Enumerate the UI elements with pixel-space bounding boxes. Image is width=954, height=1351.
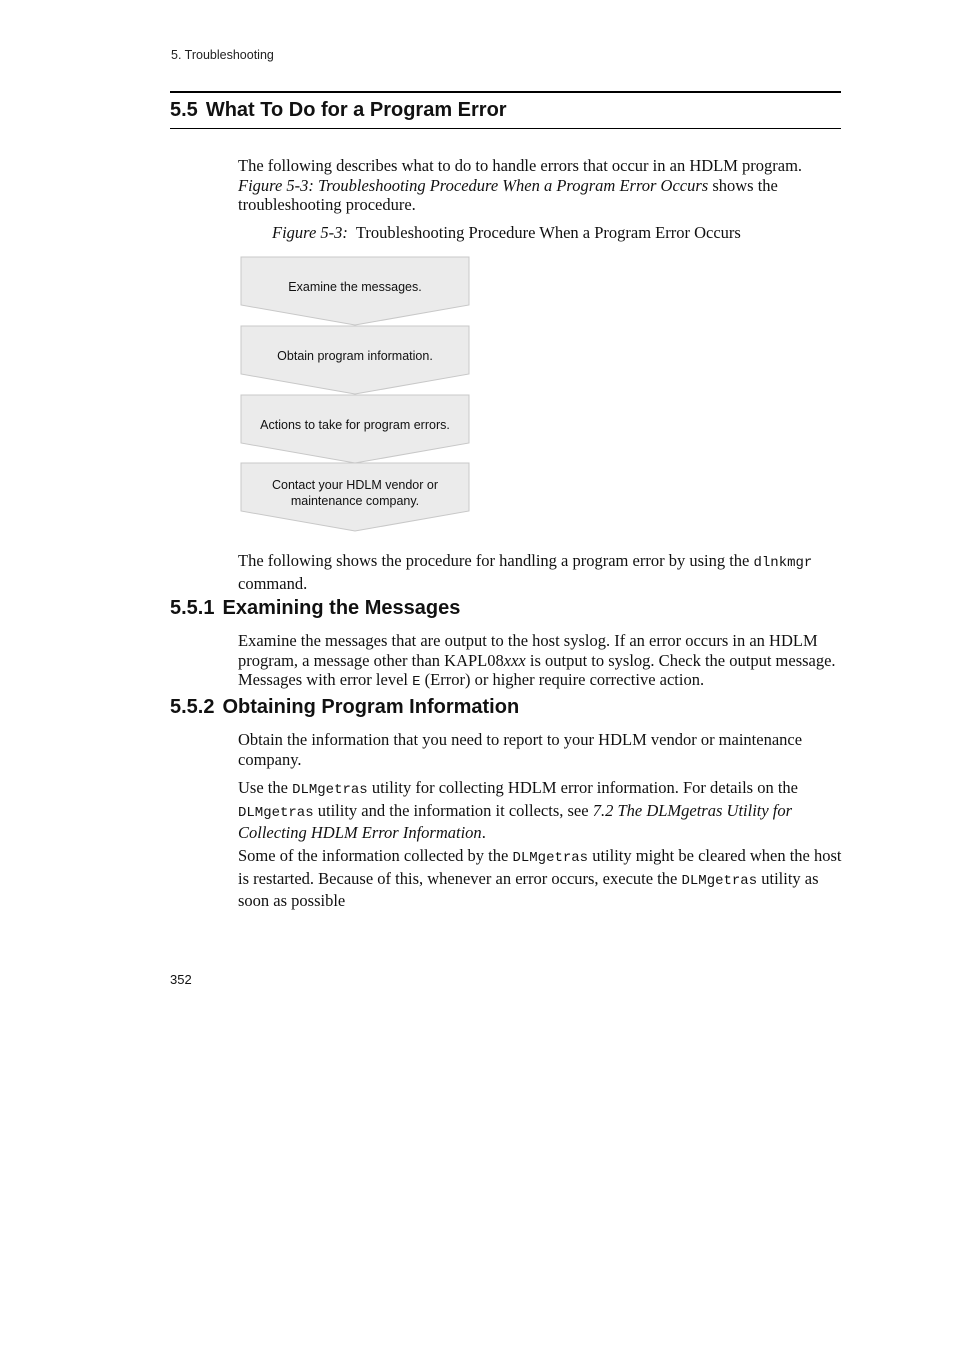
- flow-step-examine-messages: [240, 256, 470, 326]
- intro-text-end: shows the troubleshooting procedure.: [238, 175, 778, 214]
- intro-paragraph: [238, 156, 844, 215]
- figure-reference: Figure 5-3: Troubleshooting Procedure When a Program Error Occurs: [238, 175, 709, 195]
- section-header: [170, 91, 841, 129]
- code-dlnkmgr: dlnkmgr: [753, 555, 813, 571]
- obtaining-paragraph-3: Some of the information collected by the DLMgetras utility might be cleared when the host is restarted. Because of this, whenever an error occurs, execute the DLMgetras utility as soon as possible: [238, 846, 842, 910]
- section-title-text: What To Do for a Program Error: [205, 99, 507, 121]
- page-number: 352: [170, 972, 192, 987]
- subsection-title-obtaining: 5.5.2 Obtaining Program Information: [170, 696, 520, 718]
- flow-step-label: Actions to take for program errors.: [260, 418, 450, 432]
- subsection-title-examining: 5.5.1 Examining the Messages: [170, 597, 461, 619]
- examining-paragraph: Examine the messages that are output to the host syslog. If an error occurs in an HDLM program, a message other than KAPL08xxx is output to syslog. Check the output message. Messages with error level E (Error) or higher require corrective action.: [238, 631, 836, 690]
- flow-step-contact-vendor: [240, 462, 470, 532]
- flow-step-label: Examine the messages.: [288, 280, 422, 294]
- obtaining-paragraph-1: Obtain the information that you need to report to your HDLM vendor or maintenance company.: [238, 730, 803, 769]
- code-error-level: E: [412, 674, 421, 690]
- figure-title: Troubleshooting Procedure When a Program Error Occurs: [355, 223, 741, 242]
- running-head: 5. Troubleshooting: [171, 48, 274, 62]
- flow-step-label: Contact your HDLM vendor or maintenance company.: [271, 478, 439, 508]
- section-number: 5.5: [170, 99, 198, 121]
- flow-step-obtain-info: [240, 325, 470, 395]
- after-figure-paragraph: The following shows the procedure for handling a program error by using the dlnkmgr command.: [238, 551, 813, 593]
- flow-step-actions: [240, 394, 470, 464]
- obtaining-paragraph-2: Use the DLMgetras utility for collecting HDLM error information. For details on the DLMgetras utility and the information it collects, see 7.2 The DLMgetras Utility for Collecting HDLM Error Information.: [238, 778, 798, 842]
- section-title: [170, 99, 507, 122]
- intro-text: The following describes what to do to handle errors that occur in an HDLM program.: [238, 156, 803, 175]
- figure-label: Figure 5-3:: [272, 223, 348, 242]
- flow-step-label: Obtain program information.: [277, 349, 433, 363]
- figure-caption: [272, 223, 741, 243]
- cross-reference-dlmgetras: 7.2 The DLMgetras Utility for Collecting HDLM Error Information: [238, 800, 793, 842]
